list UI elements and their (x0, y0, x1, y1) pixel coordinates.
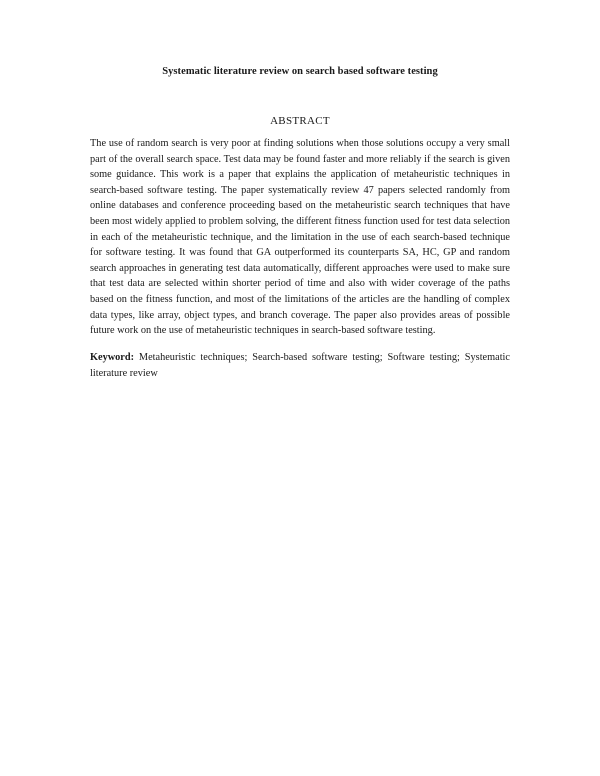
keywords-list: Metaheuristic techniques; Search-based software testing; Software testing; Systematic literature review (90, 352, 510, 379)
keywords-paragraph (90, 350, 510, 381)
paper-title: Systematic literature review on search based software testing (162, 66, 438, 77)
keywords-label: Keyword: (90, 352, 135, 363)
abstract-body: The use of random search is very poor at finding solutions when those solutions occupy a very small part of the overall search space. Test data may be found faster and more reliably if the search is given some guidance. This work is a paper that explains the application of metaheuristic techniques in search-based software testing. The paper systematically review 47 papers selected randomly from online databases and conference proceeding based on the metaheuristic search techniques that have been most widely applied to problem solving, the different fitness function used for test data selection in each of the metaheuristic technique, and the limitation in the use of each search-based technique for software testing. It was found that GA outperformed its counterparts SA, HC, GP and random search approaches in generating test data automatically, different approaches were used to make sure that test data are selected within shorter period of time and also with wider coverage of the paths based on the fitness function, and most of the limitations of the articles are the handling of complex data types, like array, object types, and branch coverage. The paper also provides areas of possible future work on the use of metaheuristic techniques in search-based software testing. (90, 138, 510, 337)
abstract-heading: ABSTRACT (270, 115, 330, 127)
